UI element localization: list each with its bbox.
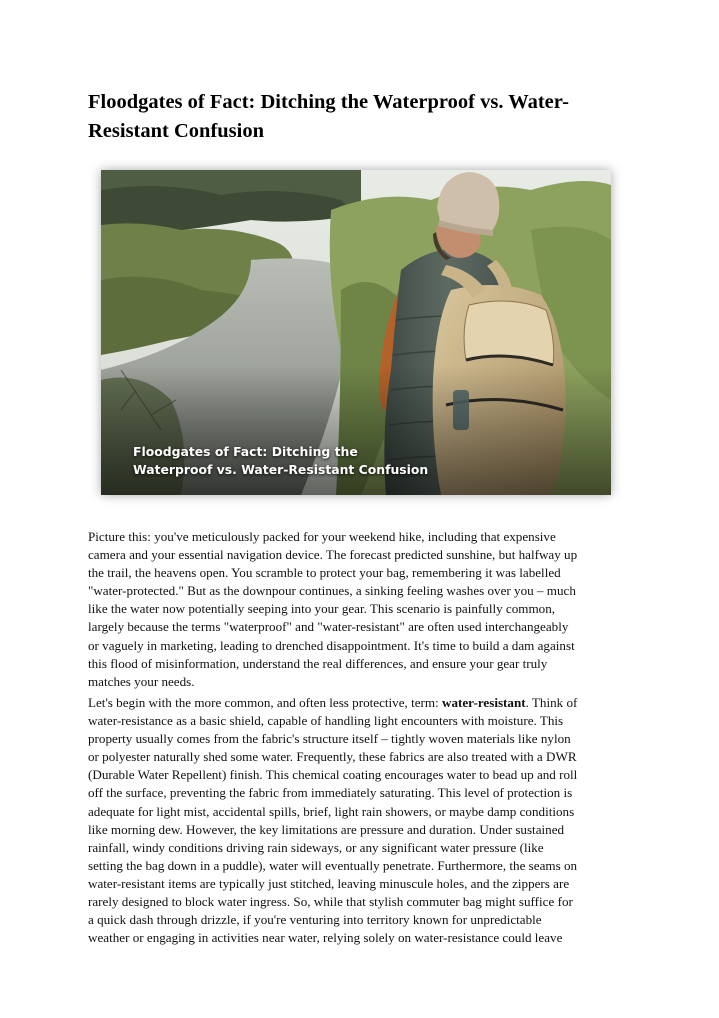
paragraph-intro	[88, 528, 633, 691]
text-line	[88, 694, 633, 712]
text-line: largely because the terms "waterproof" and "water-resistant" are often used interchangeably	[88, 619, 569, 635]
text-line: rarely designed to block water ingress. So, while that stylish commuter bag might suffice for	[88, 894, 573, 910]
article-title	[88, 88, 648, 146]
text-line: water-resistant items are typically just stitched, leaving minuscule holes, and the zippers are	[88, 875, 570, 891]
image-caption	[133, 443, 429, 479]
text-line: or vaguely in marketing, leading to drenched disappointment. It's time to build a dam against	[88, 637, 575, 653]
text-line: like the water now potentially seeping into your gear. This scenario is painfully common,	[88, 601, 556, 617]
text-line: or polyester naturally shed some water. Frequently, these fabrics are also treated with a DWR	[88, 749, 577, 765]
text-line: Picture this: you've meticulously packed for your weekend hike, including that expensive	[88, 529, 556, 544]
title-line: Floodgates of Fact: Ditching the Waterproof vs. Water-	[88, 91, 569, 113]
text-line: camera and your essential navigation device. The forecast predicted sunshine, but halfway up	[88, 547, 578, 563]
text-line: the trail, the heavens open. You scramble to protect your bag, remembering it was labelled	[88, 565, 561, 581]
text-run: Let's begin with the more common, and often less protective, term:	[88, 695, 442, 710]
text-line: setting the bag down in a puddle), water will eventually penetrate. Furthermore, the seams on	[88, 857, 578, 873]
text-line: matches your needs.	[88, 673, 195, 689]
text-line: this flood of misinformation, understand the real differences, and ensure your gear truly	[88, 655, 548, 671]
text-line: off the surface, preventing the fabric from immediately saturating. This level of protection is	[88, 785, 573, 801]
text-line: a quick dash through drizzle, if you're venturing into territory known for unpredictable	[88, 912, 542, 928]
text-line: "water-protected." But as the downpour continues, a sinking feeling washes over you – much	[88, 583, 576, 599]
caption-line: Floodgates of Fact: Ditching the	[133, 444, 358, 459]
text-line: like morning dew. However, the key limitations are pressure and duration. Under sustained	[88, 821, 565, 837]
text-run: . Think of	[525, 695, 578, 710]
text-line: adequate for light mist, accidental spills, brief, light rain showers, or maybe damp conditions	[88, 803, 575, 819]
title-line: Resistant Confusion	[88, 120, 264, 142]
text-line: property usually comes from the fabric's structure itself – tightly woven materials like nylon	[88, 731, 571, 747]
hero-image	[101, 170, 611, 495]
caption-line: Waterproof vs. Water-Resistant Confusion	[133, 462, 429, 477]
text-line: (Durable Water Repellent) finish. This chemical coating encourages water to bead up and roll	[88, 767, 578, 783]
text-line: water-resistance as a basic shield, capable of handling light encounters with moisture. This	[88, 713, 564, 729]
bold-term: water-resistant	[441, 695, 526, 710]
text-line: weather or engaging in activities near water, relying solely on water-resistance could leave	[88, 930, 563, 946]
text-line: rainfall, windy conditions driving rain sideways, or any significant water pressure (like	[88, 839, 544, 855]
paragraph-water-resistant	[88, 694, 633, 947]
